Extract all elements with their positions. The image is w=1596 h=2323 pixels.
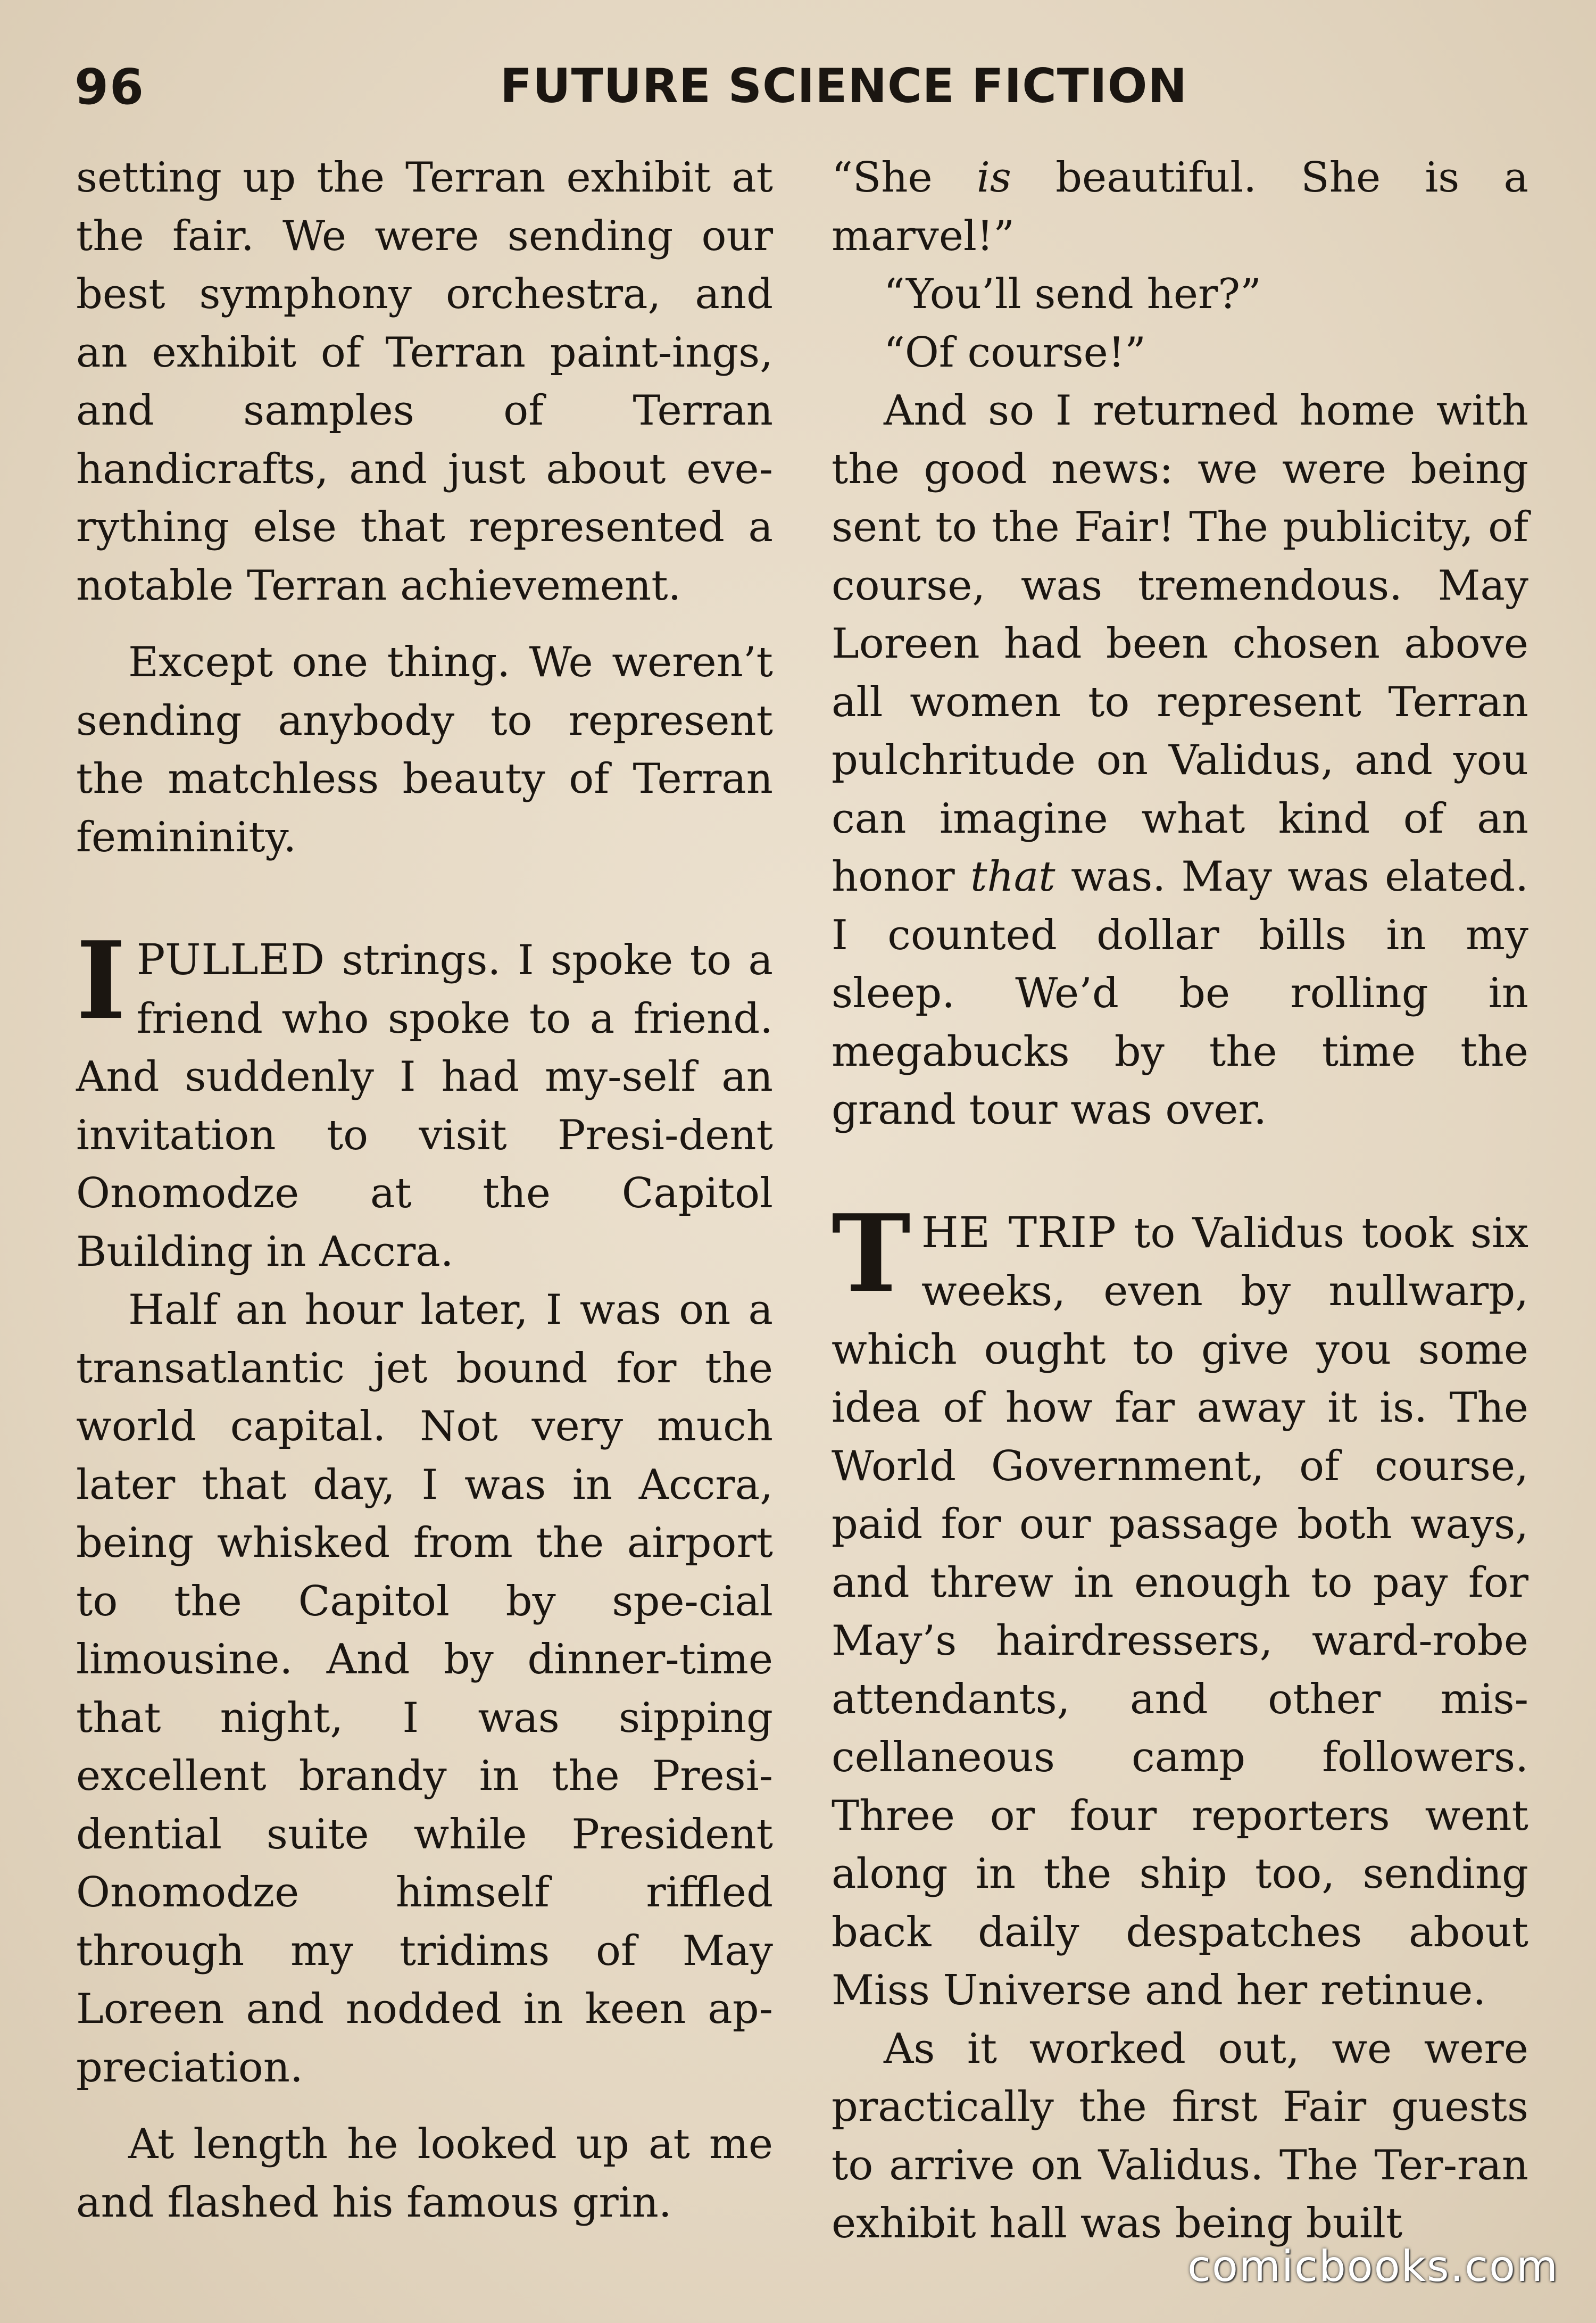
paragraph: At length he looked up at me and flashed his famous grin. [76,2120,773,2227]
paragraph-text: And so I returned home with the good news: we were being sent to the Fair! The publicity, of course, was tremendous. May Loreen had been chosen above all women to represent Terran pulchritude on Validus, and you can imagine what kind of an honor [832,387,1528,901]
paragraph-text: beautiful. She is a marvel!” [832,154,1529,260]
left-column [76,149,773,2232]
paragraph: setting up the Terran exhibit at the fair. We were sending our best symphony orchestra, and an exhibit of Terran paint-ings, and samples of Terran handicrafts, and just about eve-rything else that represented a notable Terran achievement. [76,154,773,610]
page-number: 96 [74,59,145,115]
emphasis: is [976,154,1011,202]
page-header [74,59,1522,122]
paragraph-text: strings. I spoke to a friend who spoke to a friend. And suddenly I had my-self an invitation to visit Presi-dent Onomodze at the Capitol Building in Accra. [76,936,773,1276]
drop-cap: T [832,1191,911,1316]
emphasis: that [970,853,1055,901]
section-opening-paragraph [832,1191,1528,2020]
paragraph: Except one thing. We weren’t sending anybody to represent the matchless beauty of Terran femininity. [76,638,773,861]
paragraph-text: was. May was elated. I counted dollar bills in my sleep. We’d be rolling in megabucks by the time the grand tour was over. [832,853,1528,1134]
paragraph-text: “She [832,154,977,202]
section-opening-paragraph [76,918,773,1281]
dialogue-paragraph [832,149,1528,266]
lead-in-caps: HE TRIP [921,1207,1117,1257]
dialogue-paragraph: “Of course!” [884,328,1146,377]
paragraph-text: to Validus took six weeks, even by nullwarp, which ought to give you some idea of how far away it is. The World Government, of course, paid for our passage both ways, and threw in enough to pay for May’s hairdressers, ward-robe attendants, and other mis-cellaneous camp followers. Three or four reporters went along in the ship too, sending back daily despatches about Miss Universe and her retinue. [832,1209,1528,2014]
right-column [832,149,1528,2253]
paragraph [832,382,1528,1140]
paragraph: Half an hour later, I was on a transatlantic jet bound for the world capital. Not very much later that day, I was in Accra, being whisked from the airport to the Capitol by spe-cial limousine. And by dinner-time that night, I was sipping excellent brandy in the Presi-dential suite while President Onomodze himself riffled through my tridims of May Loreen and nodded in keen ap-preciation. [76,1286,773,2092]
lead-in-caps: PULLED [136,935,326,984]
watermark: comicbooks.com [1187,2242,1559,2291]
drop-cap: I [76,918,126,1043]
paragraph: As it worked out, we were practically the first Fair guests to arrive on Validus. The Ter-ran exhibit hall was being built [832,2025,1528,2247]
running-head: FUTURE SCIENCE FICTION [500,59,1188,113]
dialogue-paragraph: “You’ll send her?” [884,270,1261,318]
